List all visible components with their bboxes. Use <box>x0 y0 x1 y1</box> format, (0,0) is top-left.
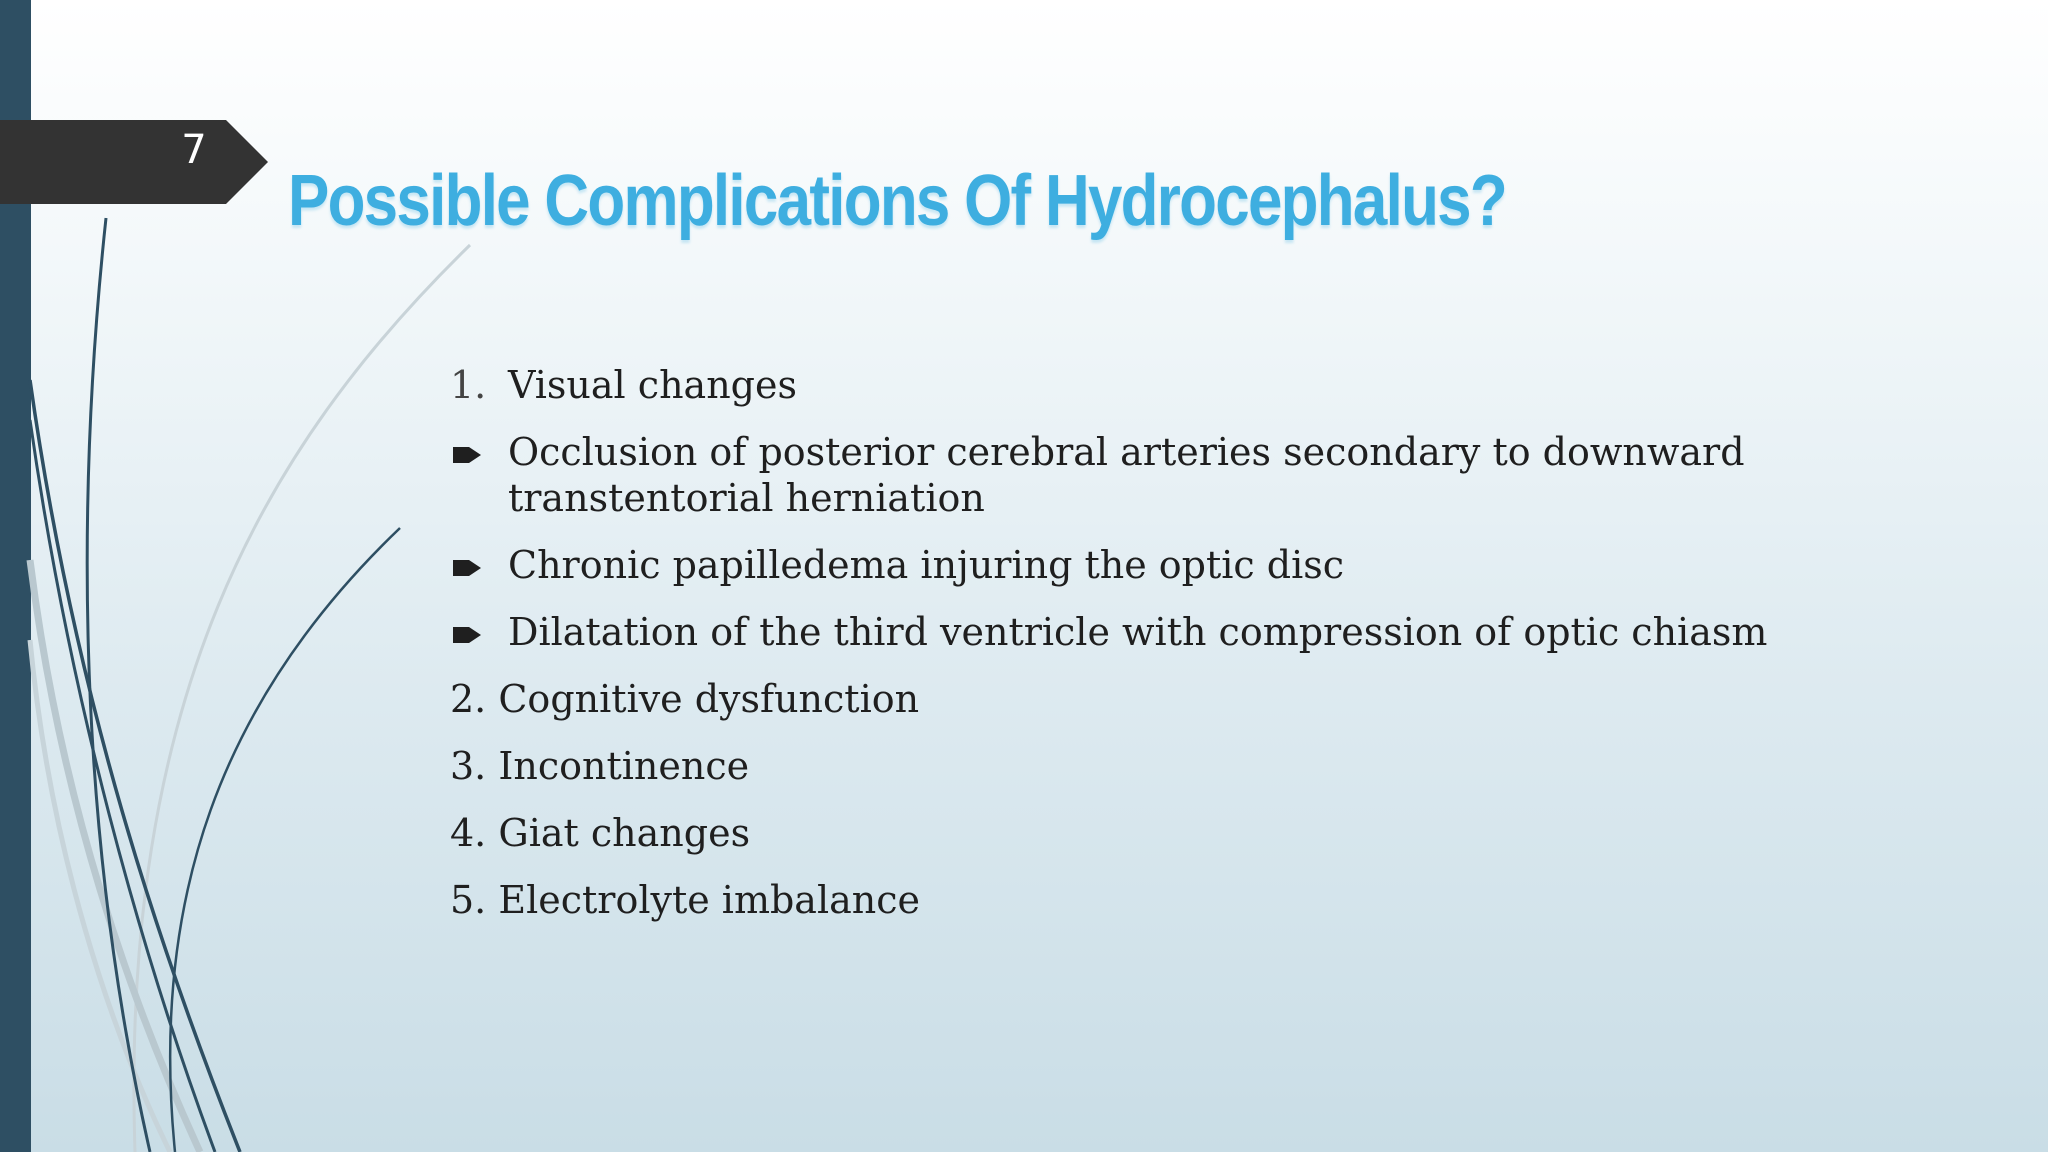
list-number: 5. <box>450 878 487 922</box>
list-item <box>450 429 1810 521</box>
list-item <box>450 542 1810 588</box>
decor-curve-light-1 <box>134 245 470 1152</box>
list-item-text: Chronic papilledema injuring the optic disc <box>508 543 1345 587</box>
list-item-text: Dilatation of the third ventricle with compression of optic chiasm <box>508 610 1768 654</box>
list-item-text: Occlusion of posterior cerebral arteries secondary to downward transtentorial herniation <box>508 430 1745 520</box>
list-item <box>450 676 1810 722</box>
list-number: 2. <box>450 677 487 721</box>
list-number: 1. <box>450 363 487 407</box>
arrow-bullet-icon <box>453 447 481 463</box>
list-item <box>450 810 1810 856</box>
slide-number-tab <box>0 0 280 220</box>
list-item-text: Electrolyte imbalance <box>498 878 921 922</box>
list-item <box>450 743 1810 789</box>
list-item-text: Cognitive dysfunction <box>498 677 920 721</box>
slide-title: Possible Complications Of Hydrocephalus? <box>288 161 1507 241</box>
list-item <box>450 877 1810 923</box>
arrow-bullet-icon <box>453 627 481 643</box>
list-item-text: Visual changes <box>508 363 797 407</box>
list-number: 3. <box>450 744 487 788</box>
complications-list <box>450 362 1810 944</box>
list-item-text: Incontinence <box>498 744 750 788</box>
list-item <box>450 362 1810 408</box>
arrow-bullet-icon <box>453 560 481 576</box>
list-number: 4. <box>450 811 487 855</box>
list-item-text: Giat changes <box>498 811 751 855</box>
slide-number: 7 <box>181 127 207 173</box>
decor-curve-light-2 <box>30 560 200 1152</box>
list-item <box>450 609 1810 655</box>
